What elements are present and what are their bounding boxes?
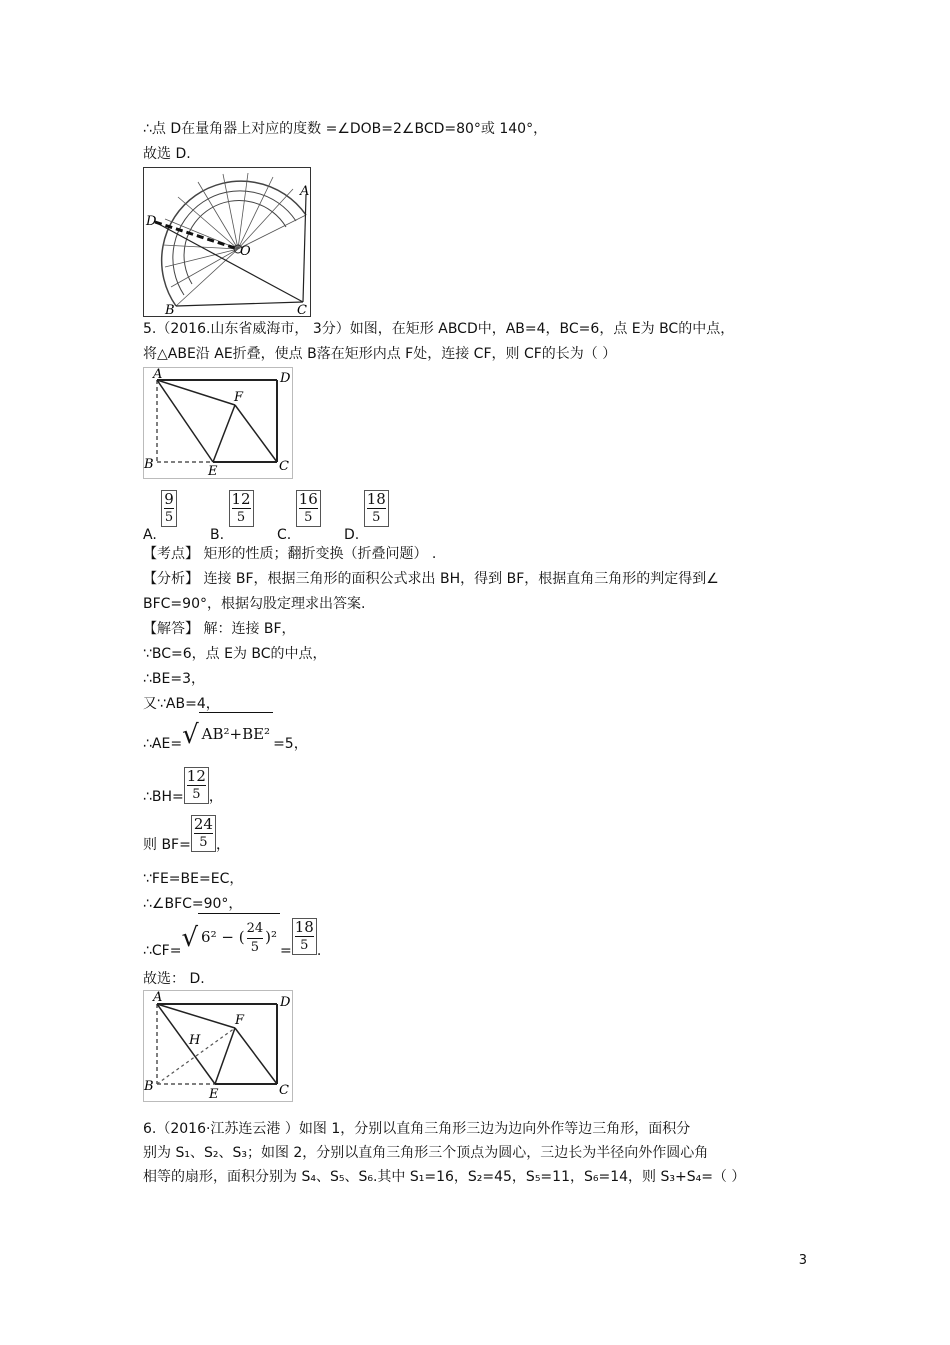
option-d[interactable] [344, 490, 389, 543]
fraction: $\frac{24}{5}$ [191, 815, 216, 852]
solution-cf-line: ∴CF=√ 6² − ( $\frac{24}{5}$ )²= $\frac{18}{5}$ . [143, 913, 321, 960]
point-label-a: A [153, 367, 163, 382]
sqrt-expression: √ AB²+BE² [182, 712, 273, 755]
protractor-figure [143, 167, 311, 317]
point-label-b: B [144, 457, 154, 472]
point-label-f: F [234, 390, 244, 405]
fraction: $\frac{12}{5}$ [184, 767, 209, 804]
option-a[interactable] [143, 490, 177, 543]
point-label-e: E [208, 464, 218, 479]
question-6-line-3: 相等的扇形，面积分别为 S₄、S₅、S₆.其中 S₁=16，S₂=45，S₅=11，S₆=14，则 S₃+S₄=（ ） [143, 1169, 746, 1185]
solution-line: ∵FE=BE=EC， [143, 871, 244, 887]
point-label-b: B [165, 303, 175, 317]
text-line: 故选 D. [143, 146, 191, 162]
question-5-line-2: 将△ABE沿 AE折叠，使点 B落在矩形内点 F处，连接 CF，则 CF的长为（ ） [143, 346, 617, 362]
point-label-e: E [209, 1087, 219, 1102]
rectangle-diagram [143, 990, 293, 1102]
question-5-line-1: 5.（2016.山东省威海市， 3分）如图，在矩形 ABCD中，AB=4，BC=6，点 E为 BC的中点， [143, 321, 735, 337]
point-label-c: C [279, 459, 289, 474]
point-label-d: D [280, 371, 291, 386]
page-number: 3 [798, 1253, 807, 1268]
solution-ae-line: ∴AE=√ AB²+BE²=5， [143, 712, 308, 755]
option-letter: A. [143, 527, 157, 543]
rectangle-figure-1 [143, 367, 293, 479]
text-line: ∴点 D在量角器上对应的度数 =∠DOB=2∠BCD=80°或 140°， [143, 121, 548, 137]
answer-line: 故选： D. [143, 971, 205, 987]
option-letter: D. [344, 527, 360, 543]
point-label-b: B [144, 1079, 154, 1094]
option-letter: C. [277, 527, 292, 543]
rectangle-diagram [143, 367, 293, 479]
option-letter: B. [210, 527, 225, 543]
kaodian-line: 【考点】 矩形的性质；翻折变换（折叠问题） . [143, 546, 437, 562]
option-b[interactable] [210, 490, 254, 543]
point-label-a: A [300, 184, 310, 199]
fraction: $\frac{18}{5}$ [292, 918, 317, 955]
point-label-c: C [279, 1083, 289, 1098]
sqrt-expression: √ 6² − ( $\frac{24}{5}$ )² [181, 913, 280, 960]
solution-line: ∵BC=6，点 E为 BC的中点， [143, 646, 327, 662]
question-6-line-1: 6.（2016·江苏连云港 ）如图 1，分别以直角三角形三边为边向外作等边三角形，面积分 [143, 1121, 691, 1137]
solution-bh-line: ∴BH= $\frac{12}{5}$ ， [143, 766, 223, 805]
solution-line: 又∵AB=4， [143, 696, 220, 712]
jieda-line: 【解答】 解：连接 BF， [143, 621, 296, 637]
option-fraction: $\frac{18}{5}$ [364, 490, 389, 527]
fenxi-line-1: 【分析】 连接 BF，根据三角形的面积公式求出 BH，得到 BF，根据直角三角形的判定得到∠ [143, 571, 719, 587]
option-fraction: $\frac{16}{5}$ [296, 490, 321, 527]
point-label-f: F [235, 1013, 245, 1028]
fenxi-line-2: BFC=90°，根据勾股定理求出答案. [143, 596, 366, 612]
point-label-o: O [240, 244, 251, 259]
solution-bf-line: 则 BF= $\frac{24}{5}$ ， [143, 814, 230, 853]
point-label-h: H [189, 1033, 201, 1048]
solution-line: ∴∠BFC=90°， [143, 896, 243, 912]
point-label-d: D [280, 995, 291, 1010]
question-6-line-2: 别为 S₁、S₂、S₃；如图 2，分别以直角三角形三个顶点为圆心，三边长为半径向外作圆心角 [143, 1145, 709, 1161]
rectangle-figure-2 [143, 990, 293, 1102]
point-label-c: C [297, 303, 307, 317]
option-fraction: $\frac{12}{5}$ [229, 490, 254, 527]
point-label-a: A [153, 990, 163, 1005]
solution-line: ∴BE=3， [143, 671, 205, 687]
protractor-diagram [143, 167, 311, 317]
point-label-d: D [146, 214, 157, 229]
option-fraction: $\frac{9}{5}$ [161, 490, 177, 527]
option-c[interactable] [277, 490, 321, 543]
